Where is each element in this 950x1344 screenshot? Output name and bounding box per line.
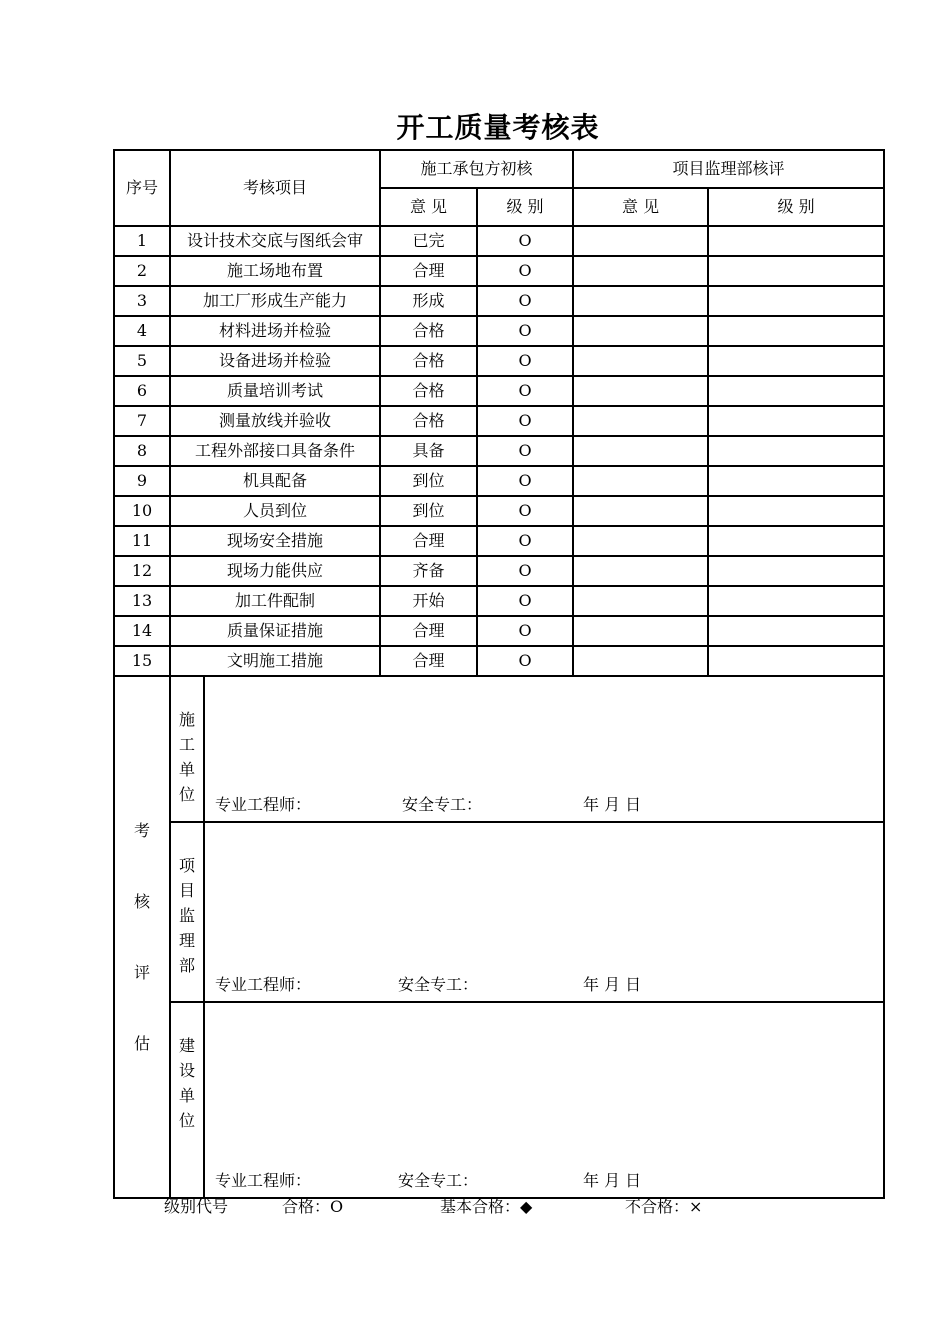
row-supervisor-grade[interactable] (708, 286, 884, 316)
row-supervisor-opinion[interactable] (573, 526, 708, 556)
row-contractor-opinion: 具备 (380, 436, 477, 466)
row-seq: 12 (114, 556, 170, 586)
header-contractor: 施工承包方初核 (380, 150, 573, 188)
row-item: 设备进场并检验 (170, 346, 380, 376)
row-supervisor-grade[interactable] (708, 406, 884, 436)
row-contractor-opinion: 已完 (380, 226, 477, 256)
legend-basic: 基本合格：◆ (440, 1197, 533, 1216)
row-supervisor-opinion[interactable] (573, 376, 708, 406)
row-item: 施工场地布置 (170, 256, 380, 286)
row-contractor-opinion: 到位 (380, 496, 477, 526)
evaluation-row (114, 676, 884, 822)
row-contractor-grade: O (477, 406, 573, 436)
safety-label: 安全专工： (402, 795, 483, 814)
row-item: 人员到位 (170, 496, 380, 526)
row-supervisor-opinion[interactable] (573, 616, 708, 646)
table-row (114, 466, 884, 496)
row-supervisor-opinion[interactable] (573, 556, 708, 586)
grade-legend (164, 1194, 864, 1216)
row-seq: 6 (114, 376, 170, 406)
row-seq: 14 (114, 616, 170, 646)
engineer-label: 专业工程师： (215, 975, 312, 994)
party-label-text: 建设单位 (179, 1036, 196, 1130)
table-row (114, 286, 884, 316)
table-row (114, 496, 884, 526)
row-supervisor-opinion[interactable] (573, 496, 708, 526)
safety-label: 安全专工： (398, 1171, 479, 1190)
signature-line (215, 1173, 883, 1193)
row-item: 文明施工措施 (170, 646, 380, 676)
row-seq: 2 (114, 256, 170, 286)
safety-label: 安全专工： (398, 975, 479, 994)
row-contractor-opinion: 合理 (380, 646, 477, 676)
row-supervisor-grade[interactable] (708, 346, 884, 376)
table-row (114, 646, 884, 676)
table-row (114, 406, 884, 436)
row-contractor-grade: O (477, 496, 573, 526)
header-row-1 (114, 150, 884, 188)
row-contractor-opinion: 合格 (380, 346, 477, 376)
evaluation-party-label (170, 676, 204, 822)
row-contractor-opinion: 齐备 (380, 556, 477, 586)
row-item: 设计技术交底与图纸会审 (170, 226, 380, 256)
row-supervisor-grade[interactable] (708, 226, 884, 256)
evaluation-side-char: 核 (133, 891, 150, 911)
row-contractor-opinion: 形成 (380, 286, 477, 316)
row-contractor-opinion: 合理 (380, 256, 477, 286)
legend-fail: 不合格：× (625, 1197, 703, 1216)
row-item: 测量放线并验收 (170, 406, 380, 436)
date-label: 年 月 日 (583, 975, 642, 994)
header-contractor-grade: 级 别 (477, 188, 573, 226)
row-supervisor-grade[interactable] (708, 496, 884, 526)
row-supervisor-opinion[interactable] (573, 346, 708, 376)
party-label-text: 项目监理部 (179, 856, 196, 975)
row-seq: 9 (114, 466, 170, 496)
table-row (114, 616, 884, 646)
row-contractor-opinion: 合格 (380, 316, 477, 346)
row-contractor-grade: O (477, 586, 573, 616)
table-row (114, 256, 884, 286)
row-seq: 3 (114, 286, 170, 316)
table-row (114, 526, 884, 556)
row-contractor-grade: O (477, 556, 573, 586)
header-contractor-opinion: 意 见 (380, 188, 477, 226)
row-supervisor-opinion[interactable] (573, 586, 708, 616)
evaluation-party-label (170, 1002, 204, 1198)
row-supervisor-opinion[interactable] (573, 316, 708, 346)
evaluation-sign-area[interactable] (204, 822, 884, 1002)
row-contractor-grade: O (477, 466, 573, 496)
row-supervisor-opinion[interactable] (573, 286, 708, 316)
row-item: 质量培训考试 (170, 376, 380, 406)
row-seq: 11 (114, 526, 170, 556)
row-seq: 13 (114, 586, 170, 616)
row-supervisor-grade[interactable] (708, 616, 884, 646)
table-row (114, 556, 884, 586)
row-item: 质量保证措施 (170, 616, 380, 646)
evaluation-sign-area[interactable] (204, 676, 884, 822)
evaluation-side-char: 考 (133, 820, 150, 840)
table-row (114, 226, 884, 256)
assessment-table (113, 149, 885, 1199)
row-contractor-opinion: 合格 (380, 376, 477, 406)
row-supervisor-grade[interactable] (708, 466, 884, 496)
row-contractor-grade: O (477, 646, 573, 676)
row-seq: 10 (114, 496, 170, 526)
engineer-label: 专业工程师： (215, 1171, 312, 1190)
row-supervisor-opinion[interactable] (573, 406, 708, 436)
evaluation-row (114, 1002, 884, 1198)
header-supervisor-grade: 级 别 (708, 188, 884, 226)
row-supervisor-grade[interactable] (708, 556, 884, 586)
signature-line (215, 977, 883, 997)
row-item: 加工厂形成生产能力 (170, 286, 380, 316)
row-contractor-grade: O (477, 226, 573, 256)
row-item: 现场安全措施 (170, 526, 380, 556)
header-supervisor: 项目监理部核评 (573, 150, 884, 188)
date-label: 年 月 日 (583, 1171, 642, 1190)
engineer-label: 专业工程师： (215, 795, 312, 814)
row-supervisor-grade[interactable] (708, 376, 884, 406)
row-contractor-grade: O (477, 376, 573, 406)
evaluation-side-char: 评 (133, 962, 150, 982)
evaluation-sign-area[interactable] (204, 1002, 884, 1198)
row-seq: 5 (114, 346, 170, 376)
row-contractor-grade: O (477, 616, 573, 646)
row-supervisor-opinion[interactable] (573, 226, 708, 256)
row-item: 机具配备 (170, 466, 380, 496)
legend-label: 级别代号 (164, 1197, 229, 1216)
table-row (114, 316, 884, 346)
evaluation-party-label (170, 822, 204, 1002)
table-row (114, 346, 884, 376)
row-contractor-grade: O (477, 286, 573, 316)
row-contractor-grade: O (477, 346, 573, 376)
row-supervisor-grade[interactable] (708, 586, 884, 616)
row-contractor-grade: O (477, 526, 573, 556)
row-contractor-opinion: 合理 (380, 616, 477, 646)
date-label: 年 月 日 (583, 795, 642, 814)
table-row (114, 586, 884, 616)
page-title: 开工质量考核表 (396, 111, 600, 144)
evaluation-side-char: 估 (133, 1033, 150, 1053)
row-supervisor-grade[interactable] (708, 256, 884, 286)
table-row (114, 376, 884, 406)
row-seq: 15 (114, 646, 170, 676)
evaluation-row (114, 822, 884, 1002)
row-contractor-opinion: 开始 (380, 586, 477, 616)
row-supervisor-opinion[interactable] (573, 646, 708, 676)
row-supervisor-opinion[interactable] (573, 466, 708, 496)
row-supervisor-grade[interactable] (708, 526, 884, 556)
header-supervisor-opinion: 意 见 (573, 188, 708, 226)
row-supervisor-opinion[interactable] (573, 256, 708, 286)
row-supervisor-grade[interactable] (708, 316, 884, 346)
row-seq: 1 (114, 226, 170, 256)
row-contractor-grade: O (477, 316, 573, 346)
signature-line (215, 797, 883, 817)
header-seq: 序号 (114, 150, 170, 226)
party-label-text: 施工单位 (179, 710, 196, 804)
row-item: 现场力能供应 (170, 556, 380, 586)
row-contractor-opinion: 到位 (380, 466, 477, 496)
row-supervisor-opinion[interactable] (573, 436, 708, 466)
row-contractor-opinion: 合理 (380, 526, 477, 556)
row-item: 材料进场并检验 (170, 316, 380, 346)
evaluation-side-label (114, 676, 170, 1198)
row-seq: 4 (114, 316, 170, 346)
row-contractor-opinion: 合格 (380, 406, 477, 436)
row-item: 加工件配制 (170, 586, 380, 616)
row-contractor-grade: O (477, 256, 573, 286)
row-seq: 7 (114, 406, 170, 436)
header-item: 考核项目 (170, 150, 380, 226)
row-supervisor-grade[interactable] (708, 646, 884, 676)
row-seq: 8 (114, 436, 170, 466)
table-row (114, 436, 884, 466)
row-contractor-grade: O (477, 436, 573, 466)
row-item: 工程外部接口具备条件 (170, 436, 380, 466)
row-supervisor-grade[interactable] (708, 436, 884, 466)
legend-pass: 合格：O (282, 1197, 344, 1216)
